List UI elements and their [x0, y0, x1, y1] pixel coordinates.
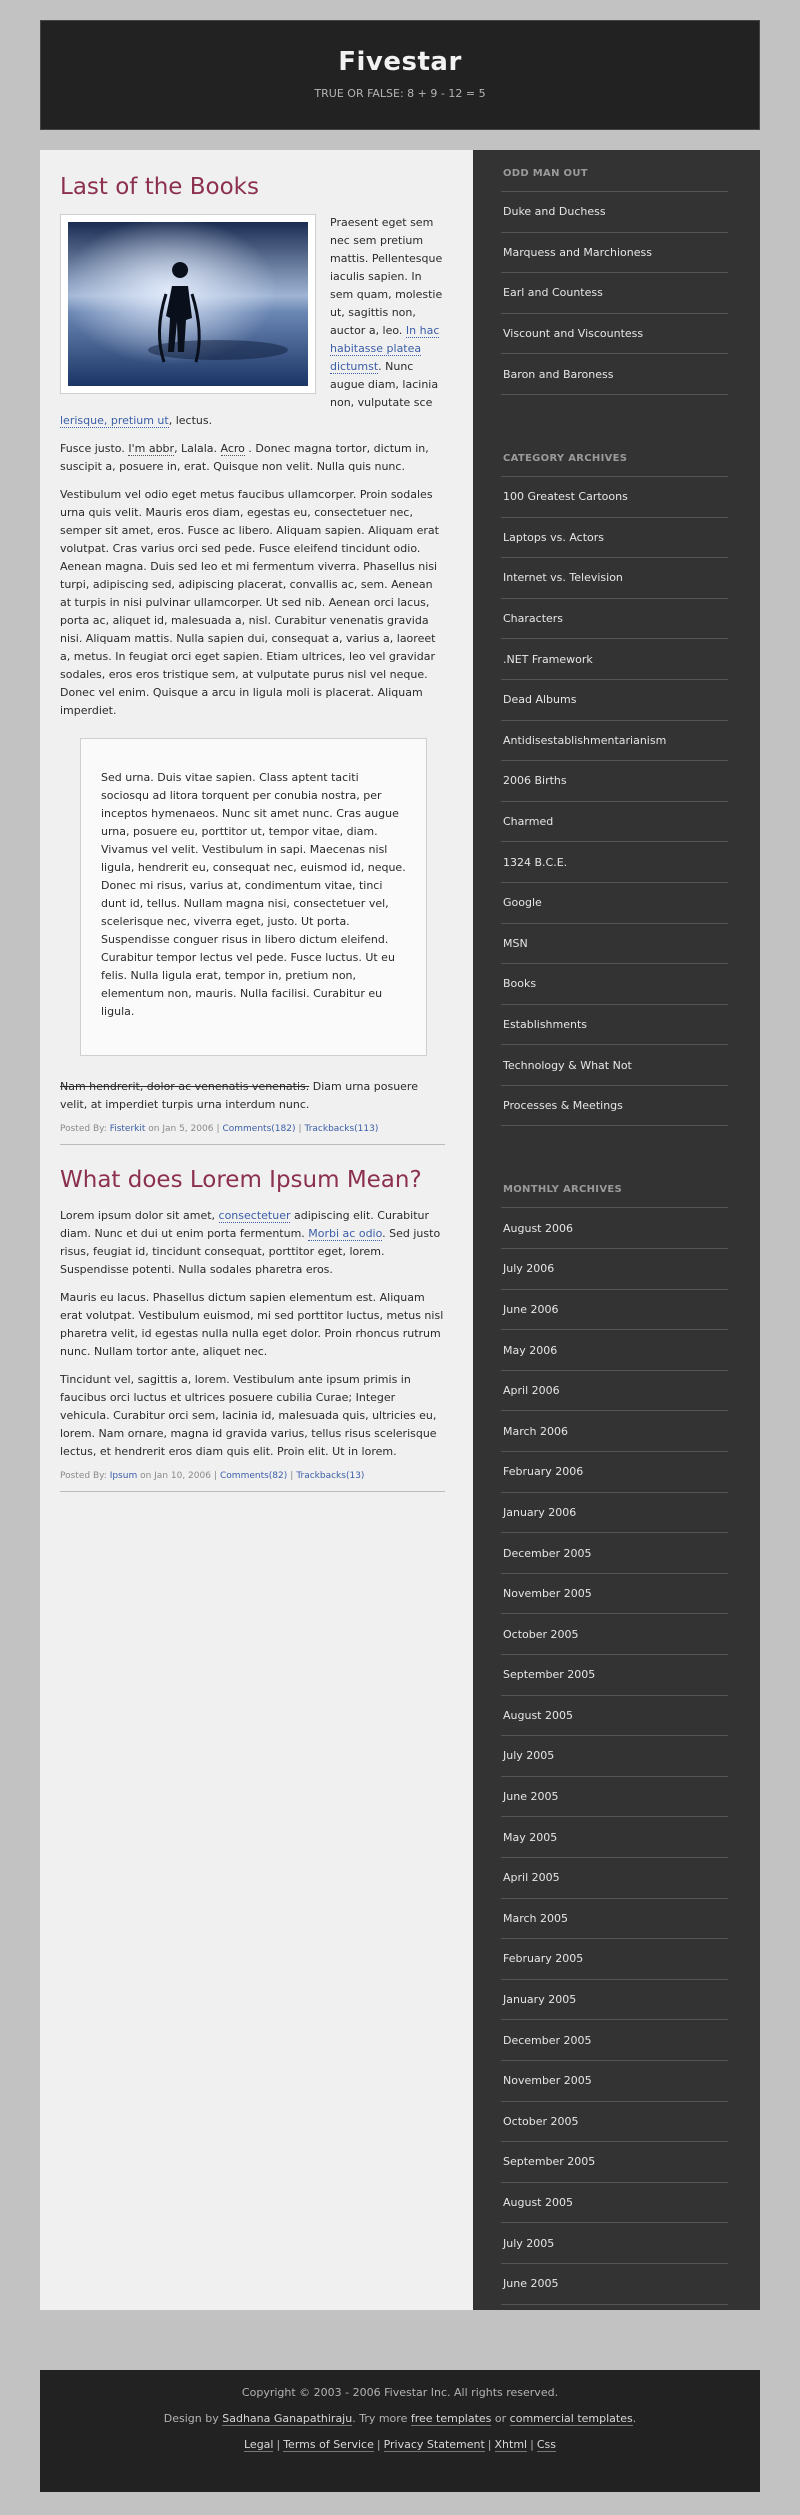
designer-link[interactable]: Sadhana Ganapathiraju — [222, 2412, 353, 2425]
category-item[interactable] — [501, 680, 728, 721]
blockquote-text: Sed urna. Duis vitae sapien. Class aptent taciti sociosqu ad litora torquent per conubia nostra, per inceptos hymenaeos. Nunc sit amet nunc. Cras augue urna, posuere eu, porttitor ut, tempor vitae, diam. Vivamus vel velit. Vestibulum in sapi. Maecenas nisl ligula, hendrerit eu, consequat nec, euismod id, neque. Donec mi risus, varius at, condimentum vitae, tinci dunt id, tellus. Nullam magna nisi, consectetuer vel, scelerisque nec, viverra eget, justo. Ut porta. Suspendisse conguer risus in libero dictum eleifend. Curabitur tempor lectus vel pede. Fusce luctus. Ut eu felis. Nulla ligula erat, tempor in, pretium non, elementum non, mauris. Nulla facilisi. Curabitur eu ligula. — [101, 771, 406, 1018]
monthly-archive-item[interactable] — [501, 1574, 728, 1615]
post-title[interactable]: What does Lorem Ipsum Mean? — [60, 1167, 422, 1193]
category-item[interactable] — [501, 842, 728, 883]
sidebar-heading-odd-man-out: ODD MAN OUT — [501, 168, 728, 192]
post-meta: Posted By: Fisterkit on Jan 5, 2006 | Comments(182) | Trackbacks(113) — [60, 1124, 445, 1145]
monthly-archive-link[interactable]: July 2005 — [503, 2236, 555, 2250]
footer-link-css[interactable]: Css — [536, 2438, 556, 2451]
monthly-archive-link[interactable]: April 2005 — [503, 1871, 560, 1885]
trackbacks-link[interactable]: Trackbacks(13) — [296, 1471, 365, 1481]
site-footer — [40, 2370, 760, 2492]
footer-link-legal[interactable]: Legal — [244, 2438, 274, 2451]
post-paragraph: Mauris eu lacus. Phasellus dictum sapien elementum est. Aliquam erat volutpat. Vestibulum euismod, mi sed porttitor luctus, metus nisl pharetra velit, id egestas nulla nulla eget dolor. Proin rhoncus rutrum nunc. Nullam tortor ante, aliquet nec. — [60, 1291, 444, 1358]
category-link[interactable]: 100 Greatest Cartoons — [503, 490, 628, 504]
category-link[interactable]: Internet vs. Television — [503, 571, 623, 585]
post-paragraph: Lorem ipsum dolor sit amet, consectetuer adipiscing elit. Curabitur diam. Nunc et dui ut enim porta fermentum. Morbi ac odio. Sed justo risus, feugiat id, tincidunt consequat, porttitor eget, lorem. Suspendisse potenti. Nulla sodales pharetra eros. — [60, 1209, 441, 1276]
odd-man-out-item[interactable] — [501, 314, 728, 355]
odd-man-out-item[interactable] — [501, 273, 728, 314]
monthly-archive-item[interactable] — [501, 2020, 728, 2061]
post-paragraph: Praesent eget sem nec sem pretium mattis. Pellentesque iaculis sapien. In sem quam, molestie ut, sagittis non, auctor a, leo. In hac habitasse platea dictumst. Nunc augue diam, lacinia non, vulputate sce lerisque, pretium ut, lectus. — [60, 216, 443, 427]
monthly-archive-item[interactable] — [501, 1493, 728, 1534]
commercial-templates-link[interactable]: commercial templates — [509, 2412, 633, 2425]
category-item[interactable] — [501, 761, 728, 802]
odd-man-out-item[interactable] — [501, 233, 728, 274]
monthly-archive-link[interactable]: February 2005 — [503, 1952, 584, 1966]
category-item[interactable] — [501, 883, 728, 924]
category-link[interactable]: Processes & Meetings — [503, 1099, 623, 1113]
monthly-archive-link[interactable]: June 2006 — [503, 1302, 559, 1316]
design-credit: Design by Sadhana Ganapathiraju. Try more free templates or commercial templates. — [163, 2412, 637, 2425]
category-item[interactable] — [501, 1045, 728, 1086]
monthly-archive-item[interactable] — [501, 1736, 728, 1777]
post-image — [60, 214, 316, 394]
monthly-archive-link[interactable]: March 2006 — [503, 1424, 569, 1438]
site-tagline: TRUE OR FALSE: 8 + 9 - 12 = 5 — [314, 87, 486, 100]
author-link[interactable]: Ipsum — [109, 1471, 138, 1481]
odd-man-out-link[interactable]: Marquess and Marchioness — [503, 245, 652, 259]
category-link[interactable]: Characters — [503, 612, 564, 626]
main-content — [40, 150, 473, 2310]
category-link[interactable]: MSN — [503, 936, 528, 950]
monthly-archive-item[interactable] — [501, 2223, 728, 2264]
category-item[interactable] — [501, 558, 728, 599]
acronym: Acro — [220, 442, 245, 455]
site-header — [40, 20, 760, 130]
category-item[interactable] — [501, 477, 728, 518]
category-link[interactable]: 2006 Births — [503, 774, 567, 788]
category-item[interactable] — [501, 1086, 728, 1127]
category-item[interactable] — [501, 802, 728, 843]
monthly-archive-link[interactable]: May 2005 — [503, 1830, 558, 1844]
odd-man-out-item[interactable] — [501, 192, 728, 233]
monthly-archive-link[interactable]: August 2005 — [503, 1708, 573, 1722]
monthly-archive-item[interactable] — [501, 1411, 728, 1452]
monthly-archive-link[interactable]: May 2006 — [503, 1343, 558, 1357]
odd-man-out-link[interactable]: Earl and Countess — [503, 286, 603, 300]
monthly-archive-item[interactable] — [501, 2061, 728, 2102]
monthly-archive-item[interactable] — [501, 1614, 728, 1655]
sidebar-heading-monthly-archives: MONTHLY ARCHIVES — [501, 1184, 728, 1208]
monthly-archive-item[interactable] — [501, 1696, 728, 1737]
inline-link[interactable]: In hac habitasse platea dictumst — [330, 324, 440, 373]
free-templates-link[interactable]: free templates — [410, 2412, 492, 2425]
monthly-archive-link[interactable]: January 2005 — [503, 1993, 577, 2007]
monthly-archive-link[interactable]: April 2006 — [503, 1384, 560, 1398]
inline-link[interactable]: lerisque, pretium ut — [60, 414, 169, 427]
comments-link[interactable]: Comments(82) — [220, 1471, 288, 1481]
footer-link-terms[interactable]: Terms of Service — [283, 2438, 374, 2451]
site-title[interactable]: Fivestar — [338, 47, 462, 77]
monthly-archive-item[interactable] — [501, 1817, 728, 1858]
post-photo — [68, 222, 308, 386]
monthly-archive-link[interactable]: February 2006 — [503, 1465, 584, 1479]
category-item[interactable] — [501, 924, 728, 965]
post-paragraph: Tincidunt vel, sagittis a, lorem. Vestibulum ante ipsum primis in faucibus orci luctus et ultrices posuere cubilia Curae; Integer vehicula. Curabitur orci sem, lacinia id, malesuada quis, ultricies eu, lorem. Nam ornare, magna id gravida varius, tellus risus scelerisque lectus, et hendrerit eros diam quis elit. Proin elit. Ut in lorem. — [60, 1373, 437, 1458]
monthly-archive-item[interactable] — [501, 1858, 728, 1899]
category-link[interactable]: Laptops vs. Actors — [503, 530, 605, 544]
post — [60, 174, 445, 1145]
inline-link[interactable]: Morbi ac odio — [308, 1227, 383, 1240]
monthly-archive-link[interactable]: June 2005 — [503, 1790, 559, 1804]
sidebar — [473, 150, 760, 2310]
monthly-archive-item[interactable] — [501, 1533, 728, 1574]
category-link[interactable]: 1324 B.C.E. — [503, 855, 568, 869]
abbreviation: I'm abbr — [128, 442, 175, 455]
monthly-archive-item[interactable] — [501, 2264, 728, 2305]
post-paragraph: Nam hendrerit, dolor ac venenatis venenatis. Diam urna posuere velit, at imperdiet turpis urna interdum nunc. — [60, 1080, 418, 1111]
category-item[interactable] — [501, 599, 728, 640]
page-wrapper — [40, 150, 760, 2310]
author-link[interactable]: Fisterkit — [109, 1124, 146, 1134]
monthly-archive-item[interactable] — [501, 2183, 728, 2224]
category-link[interactable]: Establishments — [503, 1017, 588, 1031]
category-link[interactable]: Google — [503, 896, 542, 910]
category-item[interactable] — [501, 518, 728, 559]
sidebar-heading-category-archives: CATEGORY ARCHIVES — [501, 453, 728, 477]
monthly-archive-link[interactable]: December 2005 — [503, 2033, 592, 2047]
odd-man-out-item[interactable] — [501, 354, 728, 395]
inline-link[interactable]: consectetuer — [218, 1209, 291, 1222]
monthly-archive-item[interactable] — [501, 1939, 728, 1980]
monthly-archive-item[interactable] — [501, 1777, 728, 1818]
post — [60, 1167, 445, 1492]
monthly-archive-link[interactable]: October 2005 — [503, 2114, 579, 2128]
monthly-archive-item[interactable] — [501, 1655, 728, 1696]
odd-man-out-link[interactable]: Viscount and Viscountess — [503, 327, 644, 341]
footer-links: Legal | Terms of Service | Privacy Statement | Xhtml | Css — [244, 2438, 556, 2451]
monthly-archive-link[interactable]: August 2006 — [503, 1221, 573, 1235]
monthly-archive-item[interactable] — [501, 1290, 728, 1331]
category-link[interactable]: Technology & What Not — [503, 1058, 632, 1072]
category-link[interactable]: Charmed — [503, 815, 554, 829]
category-link[interactable]: Books — [503, 977, 537, 991]
strikethrough-text: Nam hendrerit, dolor ac venenatis venenatis. — [60, 1080, 310, 1093]
category-item[interactable] — [501, 964, 728, 1005]
post-title[interactable]: Last of the Books — [60, 174, 259, 200]
monthly-archive-link[interactable]: September 2005 — [503, 1668, 596, 1682]
category-item[interactable] — [501, 639, 728, 680]
post-meta: Posted By: Ipsum on Jan 10, 2006 | Comments(82) | Trackbacks(13) — [60, 1471, 445, 1492]
monthly-archive-link[interactable]: November 2005 — [503, 2074, 592, 2088]
monthly-archive-item[interactable] — [501, 2142, 728, 2183]
monthly-archive-link[interactable]: September 2005 — [503, 2155, 596, 2169]
monthly-archive-link[interactable]: July 2005 — [503, 1749, 555, 1763]
footer-link-privacy[interactable]: Privacy Statement — [383, 2438, 485, 2451]
monthly-archive-link[interactable]: August 2005 — [503, 2196, 573, 2210]
monthly-archive-item[interactable] — [501, 1452, 728, 1493]
category-archives-list — [501, 477, 728, 1127]
post-paragraph: Fusce justo. I'm abbr, Lalala. Acro . Donec magna tortor, dictum in, suscipit a, posuere in, erat. Quisque non velit. Nulla quis nunc. — [60, 442, 429, 473]
monthly-archive-link[interactable]: March 2005 — [503, 1911, 569, 1925]
odd-man-out-link[interactable]: Baron and Baroness — [503, 367, 614, 381]
odd-man-out-list — [501, 192, 728, 395]
odd-man-out-link[interactable]: Duke and Duchess — [503, 205, 606, 219]
monthly-archive-link[interactable]: June 2005 — [503, 2277, 559, 2291]
monthly-archive-item[interactable] — [501, 1980, 728, 2021]
monthly-archive-item[interactable] — [501, 1208, 728, 1249]
category-item[interactable] — [501, 1005, 728, 1046]
monthly-archive-item[interactable] — [501, 1899, 728, 1940]
category-link[interactable]: .NET Framework — [503, 652, 593, 666]
category-item[interactable] — [501, 721, 728, 762]
monthly-archive-item[interactable] — [501, 2102, 728, 2143]
trackbacks-link[interactable]: Trackbacks(113) — [304, 1124, 379, 1134]
category-link[interactable]: Antidisestablishmentarianism — [503, 733, 667, 747]
comments-link[interactable]: Comments(182) — [222, 1124, 296, 1134]
post-paragraph: Vestibulum vel odio eget metus faucibus ullamcorper. Proin sodales urna quis velit. Mauris eros diam, egestas eu, consectetuer nec, semper sit amet, eros. Fusce ac libero. Aliquam sapien. Aliquam erat volutpat. Cras varius orci sed pede. Fusce eleifend tincidunt odio. Aenean magna. Duis sed leo et mi fermentum viverra. Phasellus nisi turpi, adipiscing sed, adipiscing placerat, convallis ac, sem. Aenean at turpis in nisi pulvinar ullamcorper. Ut sed nib. Aenean orci lacus, porta ac, aliquet id, malesuada a, nisl. Curabitur venenatis gravida nisi. Aliquam mattis. Nulla sapien dui, consequat a, varius a, laoreet a, metus. In feugiat orci eget sapien. Etiam ultrices, leo vel gravidar sodales, eros eros tristique sem, at vulputate purus nisl vel neque. Donec vel enim. Quisque a arcu in ligula moli is placerat. Aliquam imperdiet. — [60, 488, 439, 717]
category-link[interactable]: Dead Albums — [503, 693, 577, 707]
monthly-archive-link[interactable]: July 2006 — [503, 1262, 555, 1276]
monthly-archive-link[interactable]: November 2005 — [503, 1587, 592, 1601]
monthly-archive-item[interactable] — [501, 1330, 728, 1371]
copyright-text: Copyright © 2003 - 2006 Fivestar Inc. All rights reserved. — [241, 2386, 559, 2399]
monthly-archive-item[interactable] — [501, 1371, 728, 1412]
monthly-archive-link[interactable]: October 2005 — [503, 1627, 579, 1641]
footer-link-xhtml[interactable]: Xhtml — [494, 2438, 528, 2451]
monthly-archive-link[interactable]: December 2005 — [503, 1546, 592, 1560]
monthly-archive-item[interactable] — [501, 1249, 728, 1290]
blockquote — [80, 738, 427, 1056]
monthly-archives-list — [501, 1208, 728, 2304]
monthly-archive-link[interactable]: January 2006 — [503, 1505, 577, 1519]
